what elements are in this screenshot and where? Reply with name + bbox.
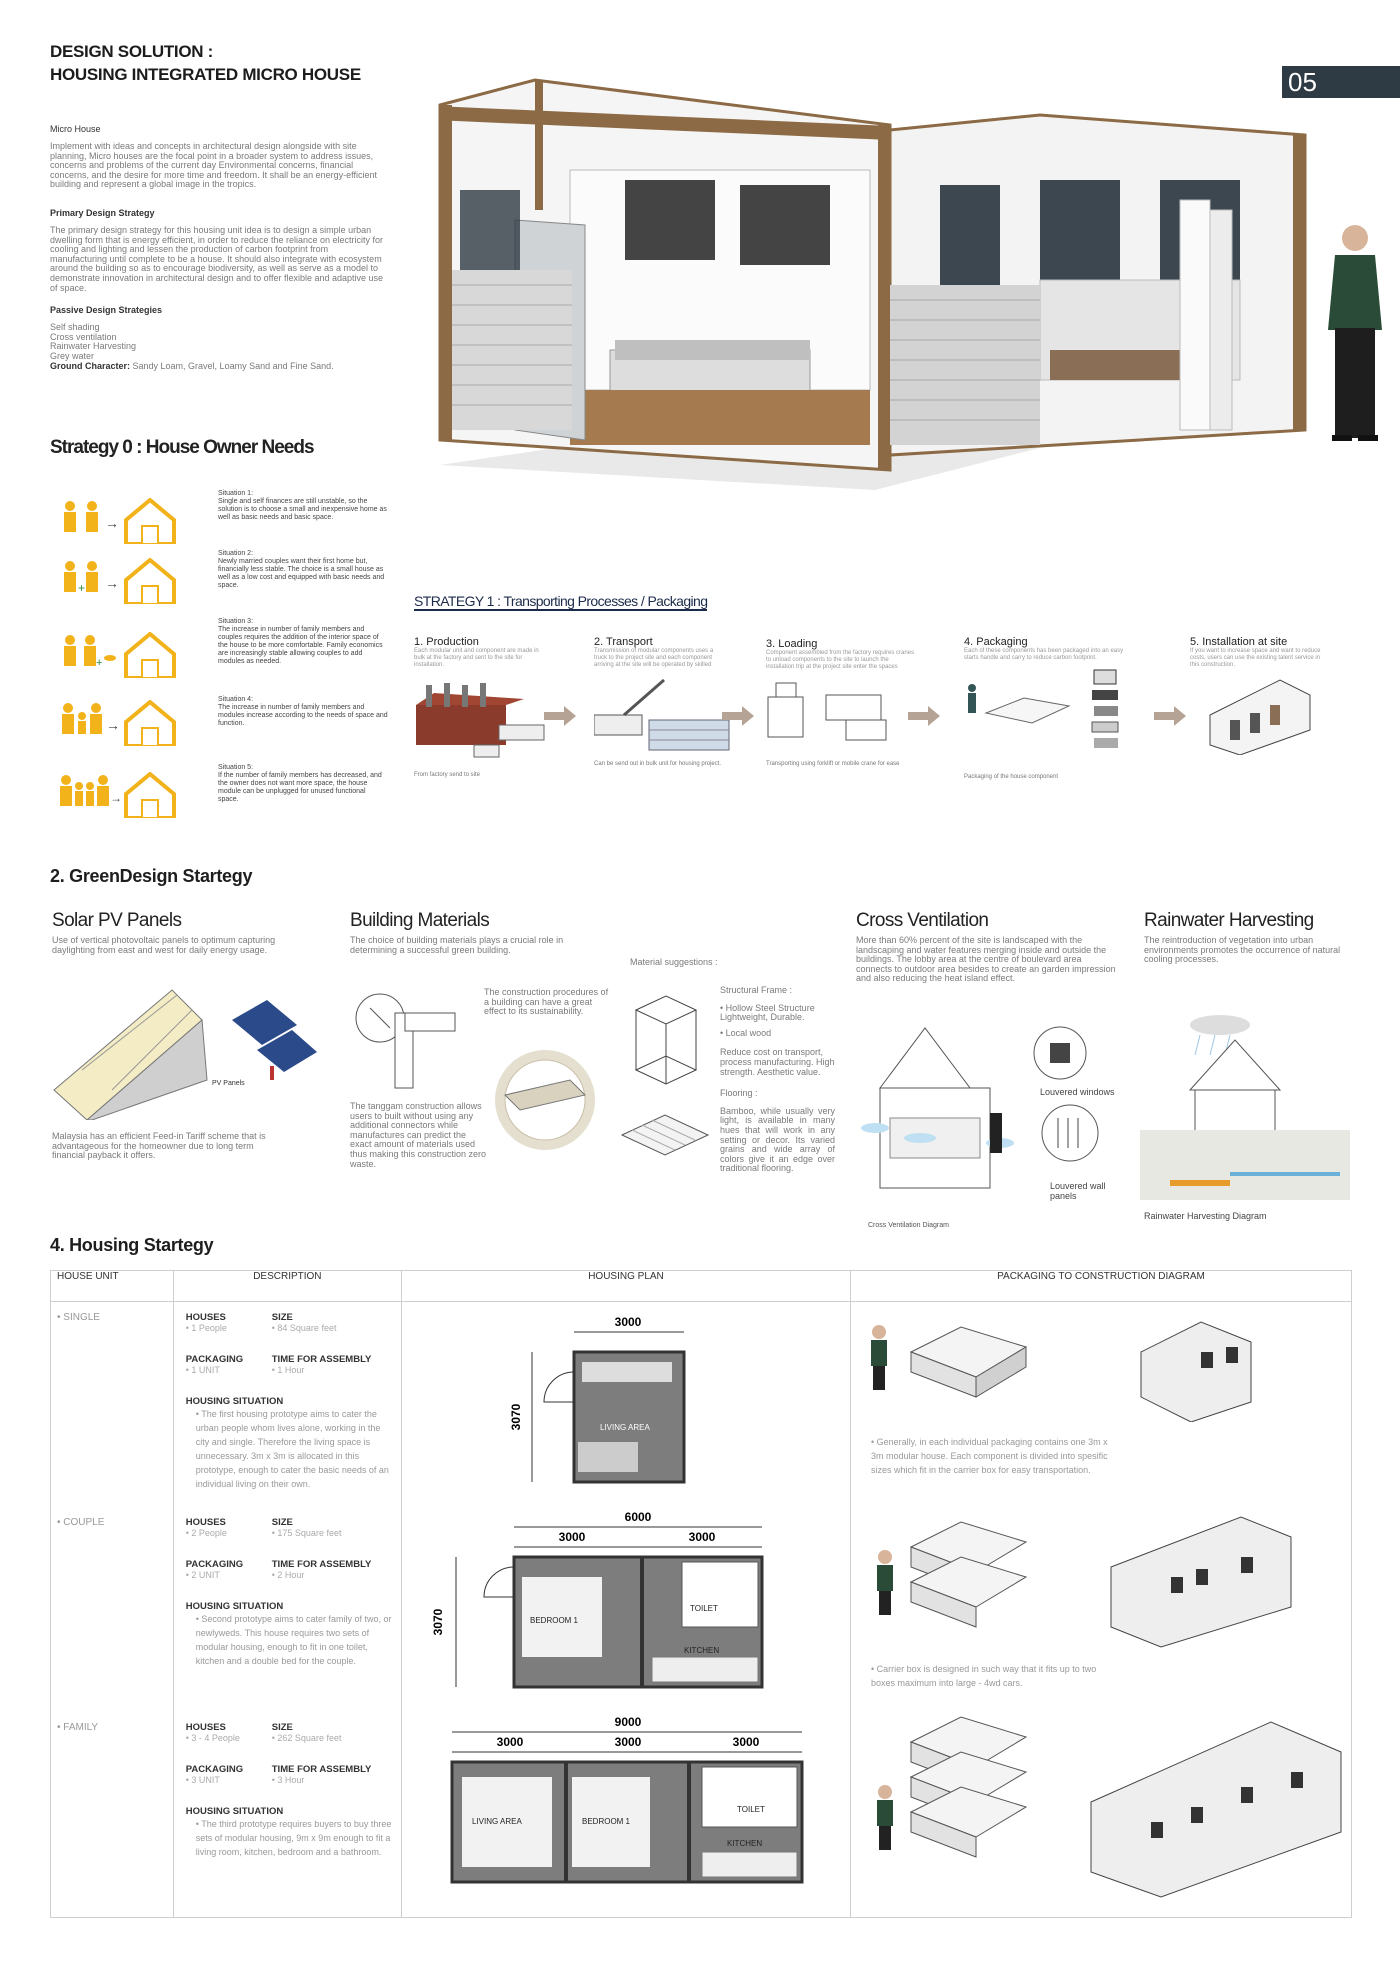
time-value: 3 Hour bbox=[277, 1775, 305, 1785]
person-figure bbox=[1328, 225, 1382, 441]
step-transport bbox=[594, 636, 724, 768]
header-description: DESCRIPTION bbox=[173, 1271, 401, 1302]
step-installation bbox=[1190, 636, 1324, 760]
transport-process bbox=[414, 636, 1364, 816]
family-plan bbox=[402, 1712, 850, 1912]
situation-text: If the number of family members has decreased, and the owner does not want more space, the house module can be unplugged for unused functional space. bbox=[218, 772, 382, 803]
description-cell: HOUSES • 1 People SIZE • 84 Square feet PACKAGING • 1 UNIT TIME FOR ASSEMBLY • 1 Hour HOUSING SITUATION • The first housing prototype aims to cater the urban people whom lives alone, working in the city and single. Therefore the living space is unnecessary. 3m x 3m is allocated in this prototype, enough to cater the basic needs of an individual living on their own. bbox=[174, 1302, 401, 1502]
table-header-row bbox=[51, 1271, 1352, 1302]
situation-text: The increase in number of family members and couples requires the addition of the interior space of the house to be more comfortable. Family economics are increasingly stable allowing couples to add modules as needed. bbox=[218, 626, 383, 665]
unit-label: SINGLE bbox=[63, 1312, 100, 1323]
houses-label: HOUSES bbox=[185, 1722, 226, 1733]
arrow-right-icon bbox=[908, 706, 942, 726]
packaging-value: 1 UNIT bbox=[191, 1365, 220, 1375]
step-text: Component assembled from the factory requires cranes to unload components to the site to launch the installation trip at the project site enter the spaces bbox=[766, 650, 915, 670]
dimension-module-width: 3000 bbox=[496, 1735, 524, 1749]
room-label: TOILET bbox=[689, 1604, 718, 1613]
description-cell: HOUSES • 3 - 4 People SIZE • 262 Square feet PACKAGING • 3 UNIT TIME FOR ASSEMBLY • 3 Hour HOUSING SITUATION • The third prototype requires buyers to buy three sets of modular housing, 9m x 9m enough to fit a living room, kitchen, bedroom and a bathroom. bbox=[174, 1712, 401, 1912]
cross-ventilation-title: Cross Ventilation bbox=[856, 910, 989, 931]
houses-value: 1 People bbox=[191, 1323, 227, 1333]
solar-diagram bbox=[52, 980, 322, 1120]
arrow-right-icon bbox=[544, 706, 578, 726]
micro-house-render bbox=[410, 70, 1400, 510]
housing-title: 4. Housing Startegy bbox=[50, 1235, 214, 1255]
passive-item: Grey water bbox=[50, 350, 95, 361]
step-packaging bbox=[964, 636, 1139, 781]
situation-label: HOUSING SITUATION bbox=[185, 1806, 284, 1817]
material-suggestions-label: Material suggestions : bbox=[630, 957, 718, 967]
page-title bbox=[50, 40, 361, 86]
micro-house-heading: Micro House bbox=[50, 124, 101, 134]
situation-label: Situation 5: bbox=[218, 764, 254, 771]
rainwater-text: The reintroduction of vegetation into urban environments promotes the occurrence of natural cooling processes. bbox=[1144, 935, 1341, 965]
louvered-windows-label: Louvered windows bbox=[1040, 1087, 1115, 1097]
rainwater-diagram bbox=[1140, 1010, 1350, 1200]
frame-item: Local wood bbox=[725, 1027, 772, 1038]
situation-row bbox=[58, 490, 388, 550]
step-title: 2. Transport bbox=[594, 636, 653, 648]
primary-strategy-text: The primary design strategy for this housing unit idea is to design a simple urban dwelling form that is energy efficient, in order to reduce the reliance on electricity for cooling and lighting and lessen the production of carbon footprint from manufacturing until complete to be a house. It should also integrate with ecosystem around the building so as to encourage biodiversity, as well as serve as a model to demonstrate innovation in architectural design and to offer flexible and adaptive use of space. bbox=[50, 224, 384, 293]
situation-label: Situation 2: bbox=[218, 550, 254, 557]
dimension-depth: 3070 bbox=[430, 1608, 445, 1636]
table-row: • COUPLE HOUSES • 2 People SIZE • 175 Square feet PACKAGING • 2 UNIT TIME FOR ASSEMBLY • 2 Hour HOUSING SITUATION • Second prototype aims to cater family of two, or newlyweds. This house requires two sets of modular housing, enough to fit in one toilet, kitchen and a double bed for the couple. 6000 3000 3000 3070 BEDROOM 1 TOILET KITCHEN • Carrier box is designed in such way that it fits up to two boxes maximum into large - 4wd cars. bbox=[51, 1507, 1352, 1712]
time-value: 2 Hour bbox=[277, 1570, 305, 1580]
rainwater-section bbox=[1144, 910, 1354, 965]
step-caption: From factory send to site bbox=[414, 772, 481, 778]
couple-packaging-diagram bbox=[851, 1507, 1351, 1657]
title-line-2: HOUSING INTEGRATED MICRO HOUSE bbox=[50, 65, 361, 84]
materials-text: The choice of building materials plays a crucial role in determining a successful green building. bbox=[350, 935, 564, 955]
svg-text:→: → bbox=[105, 515, 119, 531]
packaging-value: 2 UNIT bbox=[191, 1570, 220, 1580]
dimension-total-width: 9000 bbox=[614, 1715, 642, 1729]
step-title: 3. Loading bbox=[766, 638, 818, 650]
step-text: If you want to increase space and want to reduce costs, users can use the existing talent service in this construction. bbox=[1190, 648, 1321, 668]
step-caption: Can be send out in bulk unit for housing project. bbox=[594, 761, 722, 767]
packaging-box-icon bbox=[964, 668, 1139, 768]
packaging-value: 3 UNIT bbox=[191, 1775, 220, 1785]
materials-section bbox=[350, 910, 610, 955]
family-growing-icon bbox=[58, 632, 178, 678]
table-row: • FAMILY HOUSES • 3 - 4 People SIZE • 262 Square feet PACKAGING • 3 UNIT TIME FOR ASSEMBLY • 3 Hour HOUSING SITUATION • The third prototype requires buyers to buy three sets of modular housing, 9m x 9m enough to fit a living room, kitchen, bedroom and a bathroom. 9000 3000 3000 3000 LIVING AREA BEDROOM 1 TOILET KITCHEN bbox=[51, 1712, 1352, 1918]
forklift-icon bbox=[766, 677, 906, 747]
factory-icon bbox=[414, 675, 554, 760]
cross-ventilation-text: More than 60% percent of the site is landscaped with the landscaping and water features merging inside and outside the buildings. The lobby area at the centre of boulevard area connects to outdoor area besides to create an garden impression and also reducing the heat island effect. bbox=[856, 935, 1116, 984]
size-label: SIZE bbox=[271, 1312, 293, 1323]
time-label: TIME FOR ASSEMBLY bbox=[271, 1559, 372, 1570]
situation-text: The third prototype requires buyers to buy three sets of modular housing, 9m x 9m enough to fit a living room, kitchen, bedroom and a bathroom. bbox=[195, 1819, 392, 1857]
couple-plan bbox=[402, 1507, 850, 1707]
owner-needs-list bbox=[58, 490, 388, 830]
single-packaging-diagram bbox=[851, 1302, 1351, 1422]
intro-block bbox=[50, 124, 385, 371]
materials-title: Building Materials bbox=[350, 910, 490, 931]
step-title: 1. Production bbox=[414, 636, 479, 648]
tanggam-joint-diagram bbox=[350, 988, 460, 1098]
flooring-icon bbox=[620, 1110, 710, 1160]
size-label: SIZE bbox=[271, 1722, 293, 1733]
room-label: BEDROOM 1 bbox=[581, 1817, 630, 1826]
micro-house-text: Implement with ideas and concepts in architectural design alongside with site planning, Micro houses are the focal point in a broader system to address issues, concerns and problems of the current day Environmental concerns, financial concerns, and the desire for more time and freedom. It shall be an energy-efficient building and represent a global image in the tropics. bbox=[50, 141, 378, 190]
primary-strategy-heading: Primary Design Strategy bbox=[50, 207, 155, 218]
situation-row bbox=[58, 618, 388, 688]
structural-frame-notes: Structural Frame : • Hollow Steel Structure Lightweight, Durable. • Local wood Reduce cost on transport, process manufacturing. High strength. Aesthetic value. Flooring : Bamboo, while usually very light, is available in many hues that will work in any setting or decor. Its varied grains and wide array of colors give it an edge over traditional flooring. bbox=[720, 985, 835, 1174]
family-single-icon bbox=[58, 498, 178, 544]
cross-ventilation-caption: Cross Ventilation Diagram bbox=[868, 1222, 949, 1229]
time-value: 1 Hour bbox=[277, 1365, 305, 1375]
situation-label: HOUSING SITUATION bbox=[185, 1396, 284, 1407]
solar-title: Solar PV Panels bbox=[52, 910, 182, 931]
rainwater-caption: Rainwater Harvesting Diagram bbox=[1144, 1211, 1267, 1221]
room-label: LIVING AREA bbox=[471, 1817, 522, 1826]
svg-text:+: + bbox=[96, 657, 103, 669]
cross-ventilation-diagram bbox=[860, 1018, 1110, 1208]
arrow-right-icon bbox=[1154, 706, 1188, 726]
family-couple-icon bbox=[58, 558, 178, 604]
time-label: TIME FOR ASSEMBLY bbox=[271, 1354, 372, 1365]
rainwater-title: Rainwater Harvesting bbox=[1144, 910, 1314, 931]
ground-character-label: Ground Character: bbox=[50, 360, 131, 371]
situation-label: Situation 3: bbox=[218, 618, 254, 625]
ground-character-value: Sandy Loam, Gravel, Loamy Sand and Fine Sand. bbox=[130, 360, 334, 371]
situation-row bbox=[58, 696, 388, 756]
svg-text:→: → bbox=[106, 717, 120, 733]
louvered-panels-label: Louvered wall panels bbox=[1050, 1181, 1106, 1201]
svg-text:→: → bbox=[110, 791, 122, 805]
situation-text: Second prototype aims to cater family of two, or newlyweds. This house requires two sets of modular housing, enough to fit in one toilet, kitchen and a double bed for the couple. bbox=[195, 1614, 392, 1666]
passive-item: Self shading bbox=[50, 322, 100, 333]
table-row: • SINGLE HOUSES • 1 People SIZE • 84 Square feet PACKAGING • 1 UNIT TIME FOR ASSEMBLY • 1 Hour HOUSING SITUATION • The first housing prototype aims to cater the urban people whom lives alone, working in the city and single. Therefore the living space is unnecessary. 3m x 3m is allocated in this prototype, enough to cater the basic needs of an individual living on their own. 3000 3070 LIVING AREA • Generally, in each individual packaging contains one 3m x 3m modular house. Each component is divided into spesific sizes which fit in the carrier box for easy transportation. bbox=[51, 1302, 1352, 1508]
pv-panels-label: PV Panels bbox=[212, 1080, 245, 1087]
room-label: KITCHEN bbox=[683, 1646, 720, 1655]
situation-text: Newly married couples want their first home but, financially less stable. The choice is a small house as well as a low cost and equipped with basic needs and space. bbox=[218, 558, 385, 589]
dimension-module-width: 3000 bbox=[614, 1735, 642, 1749]
room-label: LIVING AREA bbox=[599, 1423, 650, 1432]
step-text: Transmission of modular components uses a truck to the project site and each component arriving at the site will be operated by skilled bbox=[594, 648, 714, 668]
step-text: Each modular unit and component are made in bulk at the factory and sent to the site for installation. bbox=[414, 648, 539, 668]
dimension-total-width: 6000 bbox=[624, 1510, 652, 1524]
situation-text: Single and self finances are still unstable, so the solution is to choose a small and inexpensive home as well as basic needs and basic space. bbox=[218, 498, 387, 521]
svg-text:→: → bbox=[105, 575, 119, 591]
construction-procedures-text: The construction procedures of a building can have a great effect to its sustainability. bbox=[484, 987, 609, 1017]
single-plan bbox=[402, 1302, 850, 1502]
family-kids-icon bbox=[58, 700, 178, 746]
packaging-label: PACKAGING bbox=[185, 1559, 244, 1570]
step-loading bbox=[766, 638, 916, 768]
size-value: 175 Square feet bbox=[277, 1528, 342, 1538]
size-value: 84 Square feet bbox=[277, 1323, 337, 1333]
houses-value: 3 - 4 People bbox=[191, 1733, 240, 1743]
solar-text: Use of vertical photovoltaic panels to optimum capturing daylighting from east and west for daily energy usage. bbox=[52, 935, 276, 955]
situation-text: The first housing prototype aims to cater the urban people whom lives alone, working in the city and single. Therefore the living space is unnecessary. 3m x 3m is allocated in this prototype, enough to cater the basic needs of an individual living on their own. bbox=[195, 1409, 389, 1489]
solar-section bbox=[52, 910, 322, 955]
situation-row bbox=[58, 764, 388, 830]
step-caption: Transporting using forklift or mobile crane for ease bbox=[766, 761, 900, 767]
family-large-icon bbox=[58, 772, 178, 818]
strategy1-title: STRATEGY 1 : Transporting Processes / Packaging bbox=[414, 593, 708, 609]
houses-label: HOUSES bbox=[185, 1312, 226, 1323]
time-label: TIME FOR ASSEMBLY bbox=[271, 1764, 372, 1775]
flooring-label: Flooring : bbox=[720, 1088, 758, 1099]
page-number: 05 bbox=[1288, 67, 1317, 97]
step-text: Each of these components has been packaged into an easy starts handle and carry to reduce carbon footprint. bbox=[964, 648, 1124, 661]
step-production bbox=[414, 636, 544, 779]
step-title: 4. Packaging bbox=[964, 636, 1028, 648]
houses-value: 2 People bbox=[191, 1528, 227, 1538]
room-label: KITCHEN bbox=[726, 1839, 763, 1848]
housing-table bbox=[50, 1270, 1352, 1918]
flooring-text: Bamboo, while usually very light, is available in many hues that will work in any setting or decor. Its varied grains and wide array of colors give it an edge over traditional flooring. bbox=[720, 1105, 835, 1174]
diagram-note: Carrier box is designed in such way that it fits up to two boxes maximum into large - 4wd cars. bbox=[871, 1664, 1097, 1688]
diagram-note: Generally, in each individual packaging contains one 3m x 3m modular house. Each component is divided into spesific sizes which fit in the carrier box for easy transportation. bbox=[871, 1437, 1108, 1475]
houses-label: HOUSES bbox=[185, 1517, 226, 1528]
truck-crane-icon bbox=[594, 675, 734, 755]
step-caption: Packaging of the house component bbox=[964, 774, 1059, 780]
packaging-label: PACKAGING bbox=[185, 1764, 244, 1775]
green-design-title: 2. GreenDesign Startegy bbox=[50, 866, 253, 886]
size-value: 262 Square feet bbox=[277, 1733, 342, 1743]
unit-label: FAMILY bbox=[63, 1722, 99, 1733]
dimension-module-width: 3000 bbox=[558, 1530, 586, 1544]
unit-label: COUPLE bbox=[63, 1517, 105, 1528]
description-cell: HOUSES • 2 People SIZE • 175 Square feet PACKAGING • 2 UNIT TIME FOR ASSEMBLY • 2 Hour HOUSING SITUATION • Second prototype aims to cater family of two, or newlyweds. This house requires two sets of modular housing, enough to fit in one toilet, kitchen and a double bed for the couple. bbox=[174, 1507, 401, 1707]
header-packaging-diagram: PACKAGING TO CONSTRUCTION DIAGRAM bbox=[851, 1271, 1352, 1302]
passive-item: Cross ventilation bbox=[50, 331, 117, 342]
solar-note: Malaysia has an efficient Feed-in Tariff scheme that is advantageous for the homeowner due to long term financial payback it offers. bbox=[52, 1131, 266, 1161]
situation-label: HOUSING SITUATION bbox=[185, 1601, 284, 1612]
situation-text: The increase in number of family members and modules increase according to the needs of space and function. bbox=[218, 704, 388, 727]
situation-label: Situation 4: bbox=[218, 696, 254, 703]
cross-ventilation-section bbox=[856, 910, 1136, 984]
frame-reduce-text: Reduce cost on transport, process manufacturing. High strength. Aesthetic value. bbox=[720, 1047, 835, 1077]
structural-frame-label: Structural Frame : bbox=[720, 985, 793, 995]
step-title: 5. Installation at site bbox=[1190, 636, 1288, 648]
header-housing-plan: HOUSING PLAN bbox=[401, 1271, 850, 1302]
situation-row bbox=[58, 550, 388, 610]
frame-item: Hollow Steel Structure Lightweight, Durable. bbox=[720, 1002, 815, 1023]
arrow-right-icon bbox=[722, 706, 756, 726]
strategy0-title: Strategy 0 : House Owner Needs bbox=[50, 437, 314, 458]
room-label: BEDROOM 1 bbox=[529, 1616, 578, 1625]
family-packaging-diagram bbox=[851, 1712, 1351, 1902]
passive-strategies-heading: Passive Design Strategies bbox=[50, 305, 163, 316]
dimension-depth: 3070 bbox=[508, 1403, 523, 1431]
room-label: TOILET bbox=[736, 1805, 765, 1814]
structural-frame-icon bbox=[630, 990, 702, 1110]
svg-text:+: + bbox=[78, 581, 86, 595]
situation-label: Situation 1: bbox=[218, 490, 254, 497]
passive-item: Rainwater Harvesting bbox=[50, 341, 137, 352]
dimension-width: 3000 bbox=[614, 1315, 642, 1329]
title-line-1: DESIGN SOLUTION : bbox=[50, 42, 214, 61]
dimension-module-width: 3000 bbox=[688, 1530, 716, 1544]
dimension-module-width: 3000 bbox=[732, 1735, 760, 1749]
tanggam-text: The tanggam construction allows users to built without using any additional connectors while manufactures can predict the exact amount of materials used thus making this construction zero waste. bbox=[350, 1101, 487, 1169]
installed-house-icon bbox=[1190, 675, 1320, 755]
wood-joint-detail bbox=[490, 1050, 610, 1150]
header-house-unit: HOUSE UNIT bbox=[51, 1271, 174, 1302]
packaging-label: PACKAGING bbox=[185, 1354, 244, 1365]
size-label: SIZE bbox=[271, 1517, 293, 1528]
